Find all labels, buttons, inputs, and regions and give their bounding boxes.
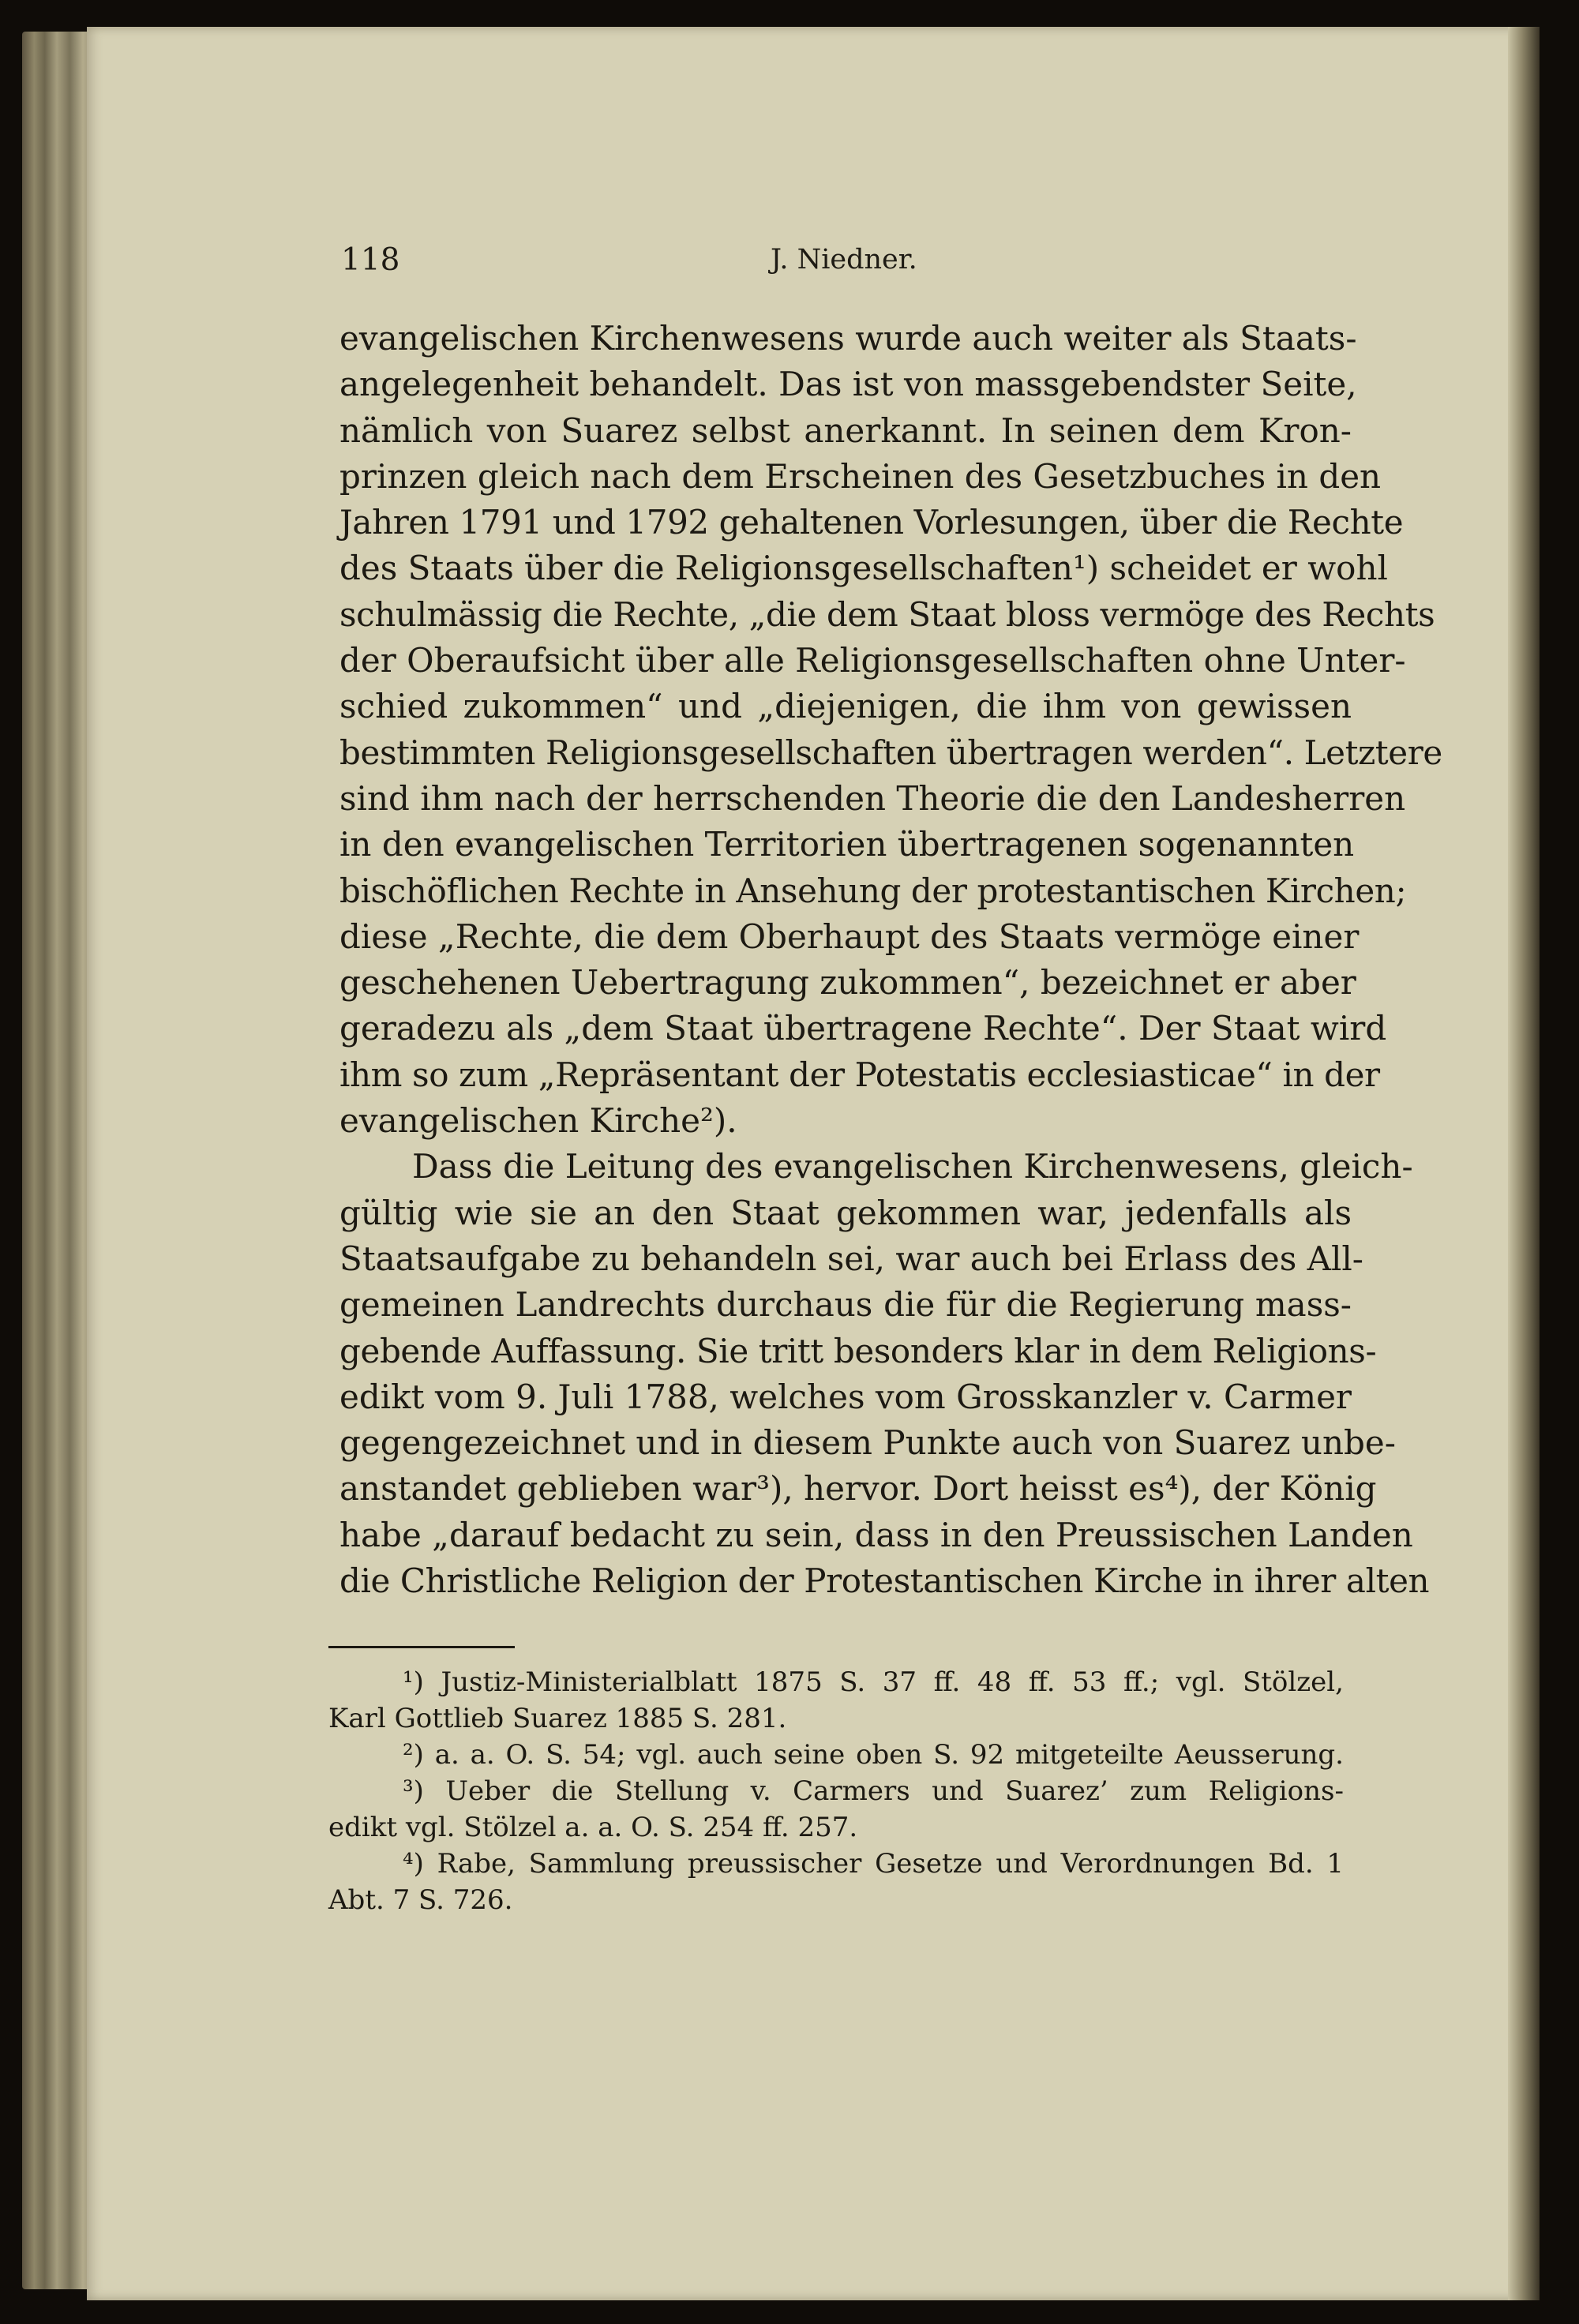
body-line: anstandet geblieben war³), hervor. Dort heisst es⁴), der König [339,1469,1377,1509]
body-line: habe „darauf bedacht zu sein, dass in den Preussischen Landen [339,1515,1413,1554]
body-line: bischöflichen Rechte in Ansehung der protestantischen Kirchen; [339,871,1407,910]
footnote-line: ⁴) Rabe, Sammlung preussischer Gesetze und Verordnungen Bd. 1 [403,1848,1344,1880]
body-line: diese „Rechte, die dem Oberhaupt des Staats vermöge einer [339,916,1360,956]
body-line: evangelischen Kirche²). [339,1101,737,1141]
body-line: Staatsaufgabe zu behandeln sei, war auch bei Erlass des All- [339,1239,1363,1278]
body-line: edikt vom 9. Juli 1788, welches vom Grosskanzler v. Carmer [339,1377,1352,1416]
footnote-line: ³) Ueber die Stellung v. Carmers und Suarez’ zum Religions- [403,1775,1344,1807]
body-line: der Oberaufsicht über alle Religionsgesellschaften ohne Unter- [339,641,1406,680]
body-text [339,316,1442,1604]
body-line: prinzen gleich nach dem Erscheinen des Gesetzbuches in den [339,456,1382,496]
footnote-line: Karl Gottlieb Suarez 1885 S. 281. [328,1703,787,1734]
body-line: gültig wie sie an den Staat gekommen war, jedenfalls als [339,1193,1352,1232]
footnote-line: ²) a. a. O. S. 54; vgl. auch seine oben S. 92 mitgeteilte Aeusserung. [403,1739,1344,1771]
book-gutter-fold [1508,27,1540,2300]
body-line: Jahren 1791 und 1792 gehaltenen Vorlesungen, über die Rechte [339,503,1404,542]
body-line: schulmässig die Rechte, „die dem Staat bloss vermöge des Rechts [339,594,1435,634]
page-header [0,242,1579,290]
body-line: ihm so zum „Repräsentant der Potestatis ecclesiasticae“ in der [339,1055,1380,1094]
body-line: geschehenen Uebertragung zukommen“, bezeichnet er aber [339,963,1356,1003]
body-line: angelegenheit behandelt. Das ist von massgebendster Seite, [339,365,1357,404]
body-line: bestimmten Religionsgesellschaften übertragen werden“. Letztere [339,733,1442,772]
footnote-line: ¹) Justiz-Ministerialblatt 1875 S. 37 ff. 48 ff. 53 ff.; vgl. Stölzel, [403,1666,1344,1698]
body-line: des Staats über die Religionsgesellschaften¹) scheidet er wohl [339,549,1388,588]
body-line: schied zukommen“ und „diejenigen, die ihm von gewissen [339,687,1352,726]
body-line: die Christliche Religion der Protestantischen Kirche in ihrer alten [339,1561,1430,1601]
body-line: geradezu als „dem Staat übertragene Rechte“. Der Staat wird [339,1009,1387,1048]
body-line: sind ihm nach der herrschenden Theorie die den Landesherren [339,778,1406,818]
body-line: evangelischen Kirchenwesens wurde auch weiter als Staats- [339,319,1357,358]
body-line: in den evangelischen Territorien übertragenen sogenannten [339,825,1355,864]
body-line: gegengezeichnet und in diesem Punkte auch von Suarez unbe- [339,1423,1396,1463]
footnote-rule [328,1646,515,1648]
footnote-line: Abt. 7 S. 726. [328,1884,513,1916]
running-head: J. Niedner. [771,244,917,276]
body-line: nämlich von Suarez selbst anerkannt. In seinen dem Kron- [339,410,1352,450]
footnote-line: edikt vgl. Stölzel a. a. O. S. 254 ff. 257. [328,1812,858,1843]
body-line: Dass die Leitung des evangelischen Kirchenwesens, gleich- [412,1147,1413,1186]
footnotes [328,1664,1344,1918]
body-line: gemeinen Landrechts durchaus die für die Regierung mass- [339,1285,1352,1325]
page-number: 118 [341,242,400,278]
body-line: gebende Auffassung. Sie tritt besonders klar in dem Religions- [339,1331,1377,1370]
